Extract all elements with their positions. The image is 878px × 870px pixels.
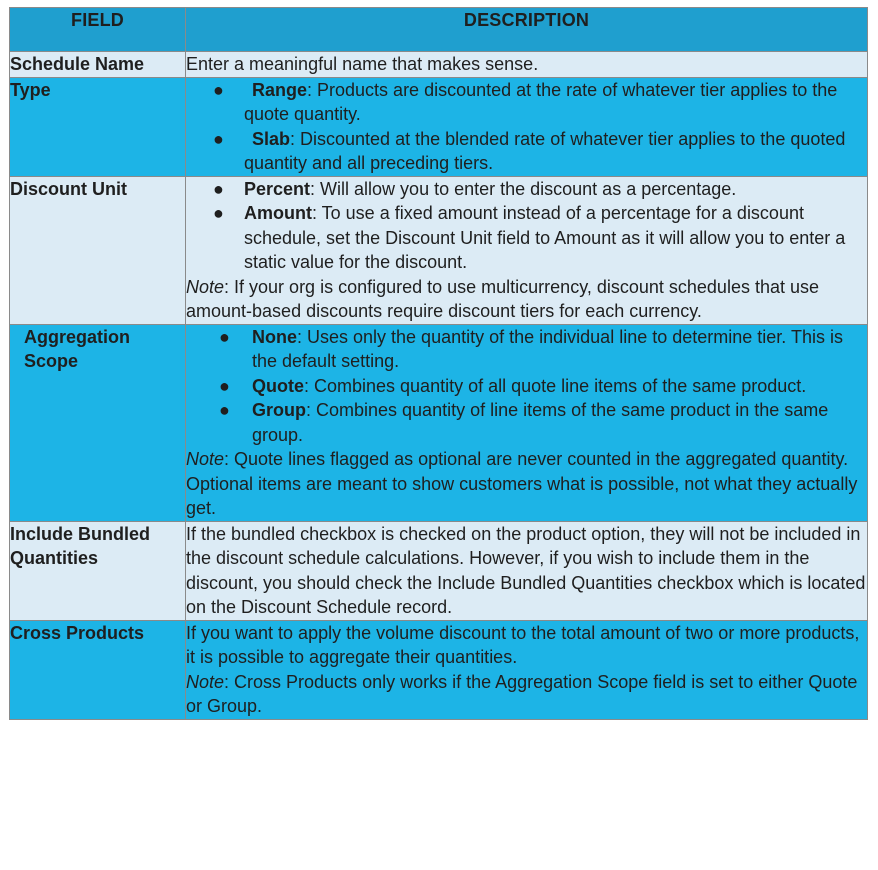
term: Amount: [244, 203, 312, 223]
note: [186, 670, 867, 719]
table-row: [10, 77, 868, 176]
header-field: FIELD: [10, 8, 186, 52]
field-description: [186, 176, 868, 324]
term: Range: [252, 79, 308, 100]
term: Group: [252, 400, 306, 420]
field-name: Discount Unit: [10, 176, 186, 324]
note: [186, 447, 867, 521]
bullet-list: [186, 177, 867, 275]
header-row: [10, 8, 868, 52]
header-description: DESCRIPTION: [186, 8, 868, 52]
list-item: [186, 398, 867, 447]
note-text: : Quote lines flagged as optional are never counted in the aggregated quantity. Optional items are meant to show customers what is possible, not what they actually get.: [186, 449, 858, 518]
term: Quote: [252, 375, 304, 396]
note-label: Note: [186, 671, 225, 692]
field-name: Cross Products: [10, 620, 186, 719]
field-name: Aggregation Scope: [10, 324, 186, 521]
field-name: Include Bundled Quantities: [10, 521, 186, 620]
note-label: Note: [186, 276, 225, 297]
term-text: : Will allow you to enter the discount as a percentage.: [310, 178, 737, 199]
field-description: If the bundled checkbox is checked on the product option, they will not be included in the discount schedule calculations. However, if you wish to include them in the discount, you should check the Include Bundled Quantities checkbox which is located on the Discount Schedule record.: [186, 521, 868, 620]
note: [186, 275, 867, 324]
list-item: [186, 201, 867, 275]
term: None: [252, 326, 297, 347]
field-description: [186, 620, 868, 719]
table-row: [10, 324, 868, 521]
list-item: [186, 325, 867, 374]
bullet-icon: ●: [219, 326, 230, 347]
bullet-icon: ●: [213, 203, 224, 223]
field-name: Schedule Name: [10, 52, 186, 78]
table-row: [10, 521, 868, 620]
list-item: [186, 177, 867, 202]
list-item: [186, 127, 867, 176]
note-text: : If your org is configured to use multicurrency, discount schedules that use amount-based discounts require discount tiers for each currency.: [186, 276, 819, 321]
term-text: : Combines quantity of all quote line items of the same product.: [304, 375, 807, 396]
bullet-list: [186, 325, 867, 448]
bullet-icon: ●: [213, 128, 224, 149]
note-label: Note: [186, 449, 225, 469]
bullet-list: [186, 78, 867, 176]
table-row: [10, 620, 868, 719]
field-description: Enter a meaningful name that makes sense.: [186, 52, 868, 78]
table-row: [10, 176, 868, 324]
bullet-icon: ●: [219, 375, 230, 396]
bullet-icon: ●: [219, 400, 230, 420]
term-text: : Uses only the quantity of the individual line to determine tier. This is the default setting.: [252, 326, 843, 371]
term-text: : To use a fixed amount instead of a percentage for a discount schedule, set the Discount Unit field to Amount as it will allow you to enter a static value for the discount.: [244, 203, 846, 272]
note-text: : Cross Products only works if the Aggregation Scope field is set to either Quote or Group.: [186, 671, 858, 716]
list-item: [186, 78, 867, 127]
discount-schedule-fields-table: [9, 7, 868, 720]
field-description: [186, 77, 868, 176]
field-name: Type: [10, 77, 186, 176]
bullet-icon: ●: [213, 79, 224, 100]
term-text: : Combines quantity of line items of the same product in the same group.: [252, 400, 829, 445]
description-text: If you want to apply the volume discount to the total amount of two or more products, it is possible to aggregate their quantities.: [186, 622, 860, 667]
list-item: [186, 374, 867, 399]
field-description: [186, 324, 868, 521]
term-text: : Discounted at the blended rate of whatever tier applies to the quoted quantity and all preceding tiers.: [244, 128, 846, 173]
term: Slab: [252, 128, 291, 149]
bullet-icon: ●: [213, 178, 224, 199]
table-row: [10, 52, 868, 78]
term: Percent: [244, 178, 311, 199]
term-text: : Products are discounted at the rate of whatever tier applies to the quote quantity.: [244, 79, 838, 124]
